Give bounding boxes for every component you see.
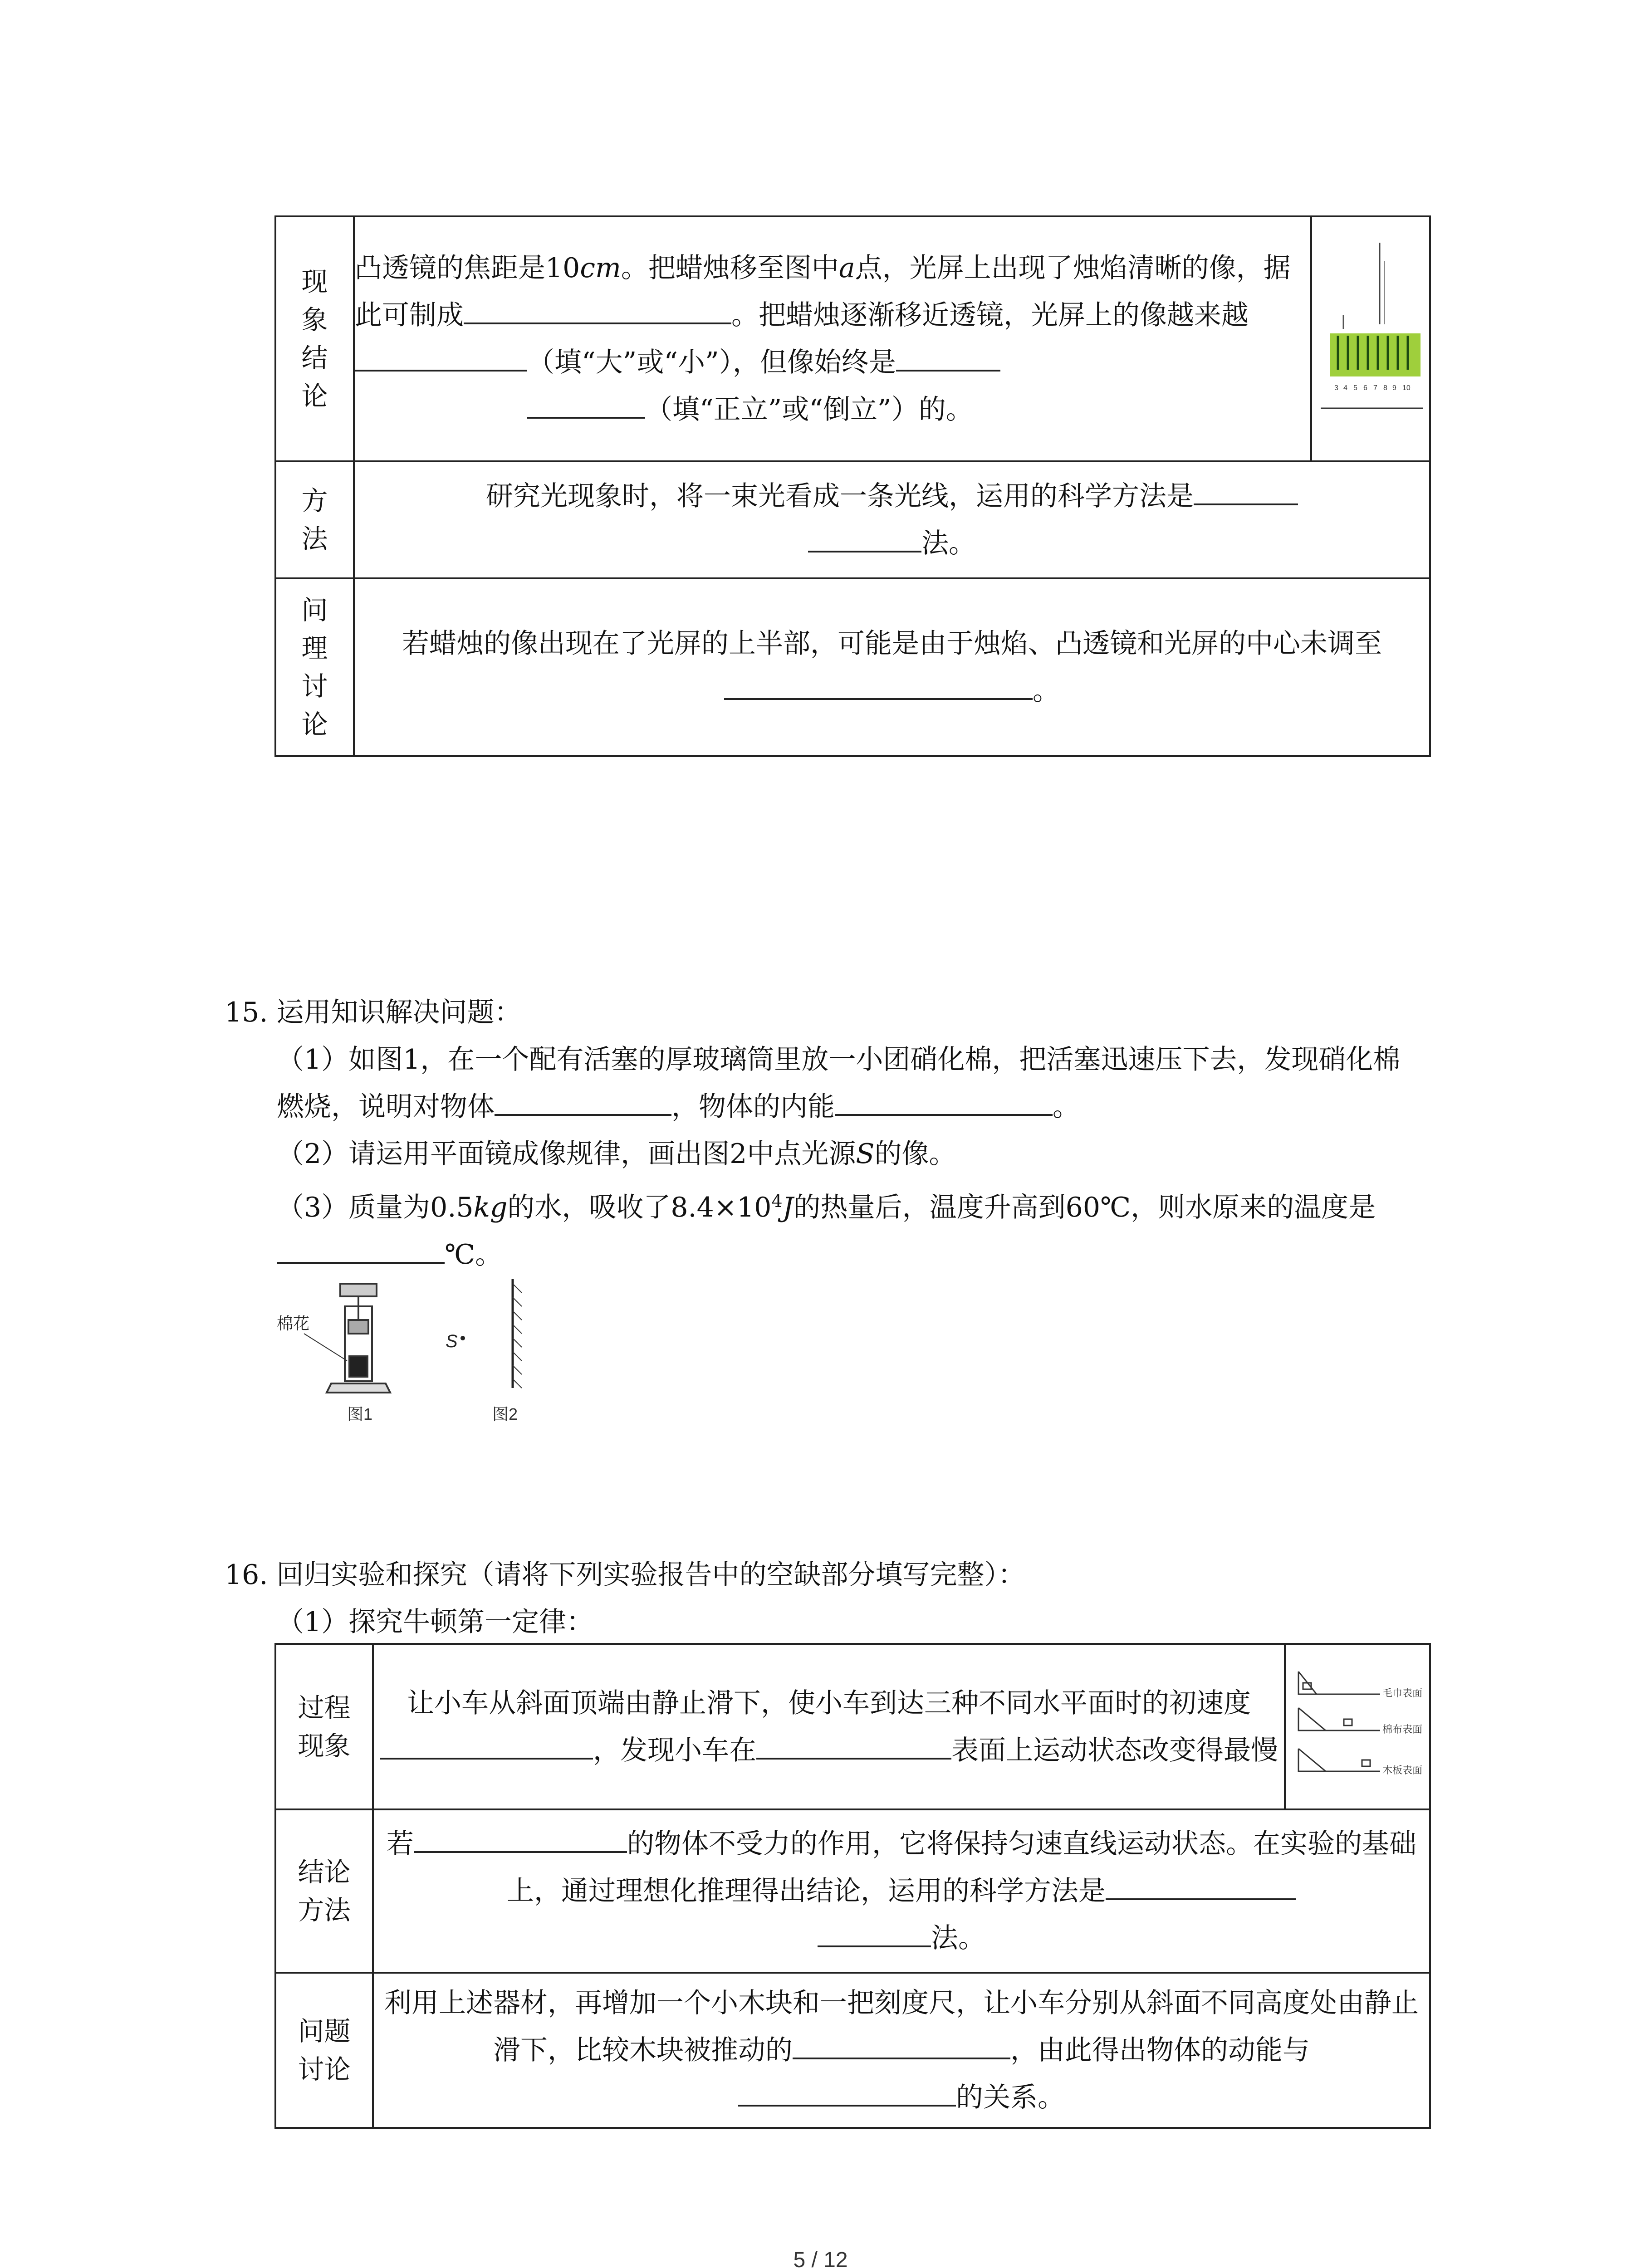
answer-blank[interactable] xyxy=(818,1917,931,1947)
question-number: 15. xyxy=(225,997,268,1028)
incline-surfaces-figure xyxy=(1289,1658,1425,1794)
question-15 xyxy=(225,989,1427,1278)
answer-blank[interactable] xyxy=(738,2077,956,2107)
row-label-process: 过程 现象 xyxy=(275,1644,373,1809)
answer-blank[interactable] xyxy=(835,1086,1053,1116)
table-row xyxy=(275,1973,1430,2128)
row-label-method: 方 法 xyxy=(275,461,354,578)
figure-1-label: 图1 xyxy=(347,1405,373,1423)
plane-mirror-figure xyxy=(446,1279,522,1423)
conclusion-text: 若 的物体不受力的作用，它将保持匀速直线运动状态。在实验的基础上，通过理想化推理得出结论，运用的科学方法是 法。 xyxy=(373,1809,1430,1973)
row-label-question-discussion: 问题 讨论 xyxy=(275,1973,373,2128)
lens-figure-cell xyxy=(1311,216,1430,461)
newton-law-table xyxy=(274,1643,1431,2129)
svg-text:S: S xyxy=(446,1331,458,1351)
point-source-s xyxy=(460,1336,465,1340)
svg-text:4: 4 xyxy=(1343,384,1347,392)
surface-label-wood: 木板表面 xyxy=(1382,1764,1423,1776)
phenomenon-conclusion-text: 凸透镜的焦距是10cm。把蜡烛移至图中a点，光屏上出现了烛焰清晰的像，据此可制成 。把蜡烛逐渐移近透镜，光屏上的像越来越（填“大”或“小”），但像始终是 （填“正立”或“倒立”）的。 xyxy=(354,216,1311,461)
page-number: 5 / 12 xyxy=(793,2248,848,2268)
answer-blank[interactable] xyxy=(527,389,645,419)
answer-blank[interactable] xyxy=(756,1730,951,1760)
answer-blank[interactable] xyxy=(1106,1870,1296,1900)
svg-text:6: 6 xyxy=(1363,384,1367,392)
q15-part3: （3）质量为0.5kg的水，吸收了$8.4\times 10^4J$的热量后，温度升高到60℃，则水原来的温度是℃。 xyxy=(277,1191,1376,1271)
answer-blank[interactable] xyxy=(355,342,527,371)
surface-label-cotton: 棉布表面 xyxy=(1382,1723,1423,1735)
svg-text:10: 10 xyxy=(1402,384,1411,392)
surface-label-towel: 毛巾表面 xyxy=(1382,1687,1423,1699)
cotton-label: 棉花 xyxy=(277,1314,310,1333)
discussion-text: 若蜡烛的像出现在了光屏的上半部，可能是由于烛焰、凸透镜和光屏的中心未调至。 xyxy=(354,578,1430,756)
answer-blank[interactable] xyxy=(896,342,1000,371)
process-text: 让小车从斜面顶端由静止滑下，使小车到达三种不同水平面时的初速度，发现小车在 表面上运动状态改变得最慢 xyxy=(373,1644,1285,1809)
question-number: 16. xyxy=(225,1559,268,1591)
answer-blank[interactable] xyxy=(808,523,921,552)
table-row xyxy=(275,1644,1430,1809)
answer-blank[interactable] xyxy=(495,1086,671,1116)
svg-text:7: 7 xyxy=(1373,384,1377,392)
fire-syringe-figure xyxy=(304,1284,390,1393)
answer-blank[interactable] xyxy=(277,1234,445,1264)
answer-blank[interactable] xyxy=(724,670,1033,700)
question-title: 回归实验和探究（请将下列实验报告中的空缺部分填写完整）： xyxy=(276,1559,1025,1591)
question-16 xyxy=(225,1551,1427,1646)
surfaces-figure-cell xyxy=(1285,1644,1430,1809)
svg-text:9: 9 xyxy=(1392,384,1396,392)
table-row xyxy=(275,578,1430,756)
table-row xyxy=(275,216,1430,461)
q15-figures xyxy=(277,1279,549,1424)
lens-experiment-table xyxy=(274,215,1431,757)
q16-subtitle: （1）探究牛顿第一定律： xyxy=(277,1606,594,1638)
answer-blank[interactable] xyxy=(380,1730,593,1760)
row-label-discussion: 问 理 讨 论 xyxy=(275,578,354,756)
question-discussion-text: 利用上述器材，再增加一个小木块和一把刻度尺，让小车分别从斜面不同高度处由静止滑下，比较木块被推动的 ，由此得出物体的动能与 的关系。 xyxy=(373,1973,1430,2128)
figure-2-label: 图2 xyxy=(492,1405,518,1423)
answer-blank[interactable] xyxy=(793,2029,1010,2059)
svg-text:5: 5 xyxy=(1353,384,1357,392)
table-row xyxy=(275,1809,1430,1973)
answer-blank[interactable] xyxy=(414,1823,627,1853)
svg-text:3: 3 xyxy=(1334,384,1338,392)
answer-blank[interactable] xyxy=(1194,475,1298,505)
row-label-phenomenon-conclusion: 现 象 结 论 xyxy=(275,216,354,461)
optical-bench-figure xyxy=(1316,234,1425,442)
q15-part2: （2）请运用平面镜成像规律，画出图2中点光源S的像。 xyxy=(277,1138,956,1170)
q15-part1: （1）如图1，在一个配有活塞的厚玻璃筒里放一小团硝化棉，把活塞迅速压下去，发现硝化棉燃烧，说明对物体 ，物体的内能 。 xyxy=(277,1044,1401,1123)
method-text: 研究光现象时，将一束光看成一条光线，运用的科学方法是 法。 xyxy=(354,461,1430,578)
answer-blank[interactable] xyxy=(464,294,731,324)
row-label-conclusion: 结论 方法 xyxy=(275,1809,373,1973)
question-title: 运用知识解决问题： xyxy=(276,997,522,1028)
svg-text:8: 8 xyxy=(1383,384,1387,392)
table-row xyxy=(275,461,1430,578)
